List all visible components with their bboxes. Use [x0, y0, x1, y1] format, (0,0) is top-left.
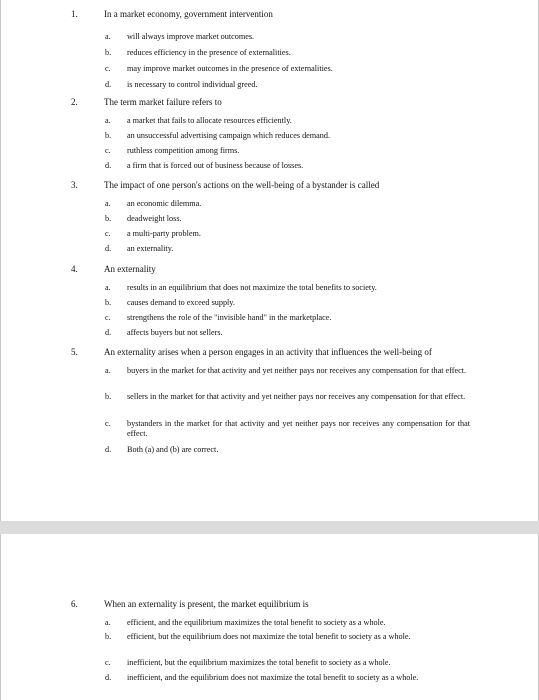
option-text: reduces efficiency in the presence of externalities. — [127, 48, 291, 57]
option-letter: b. — [105, 632, 112, 641]
option-text: efficient, but the equilibrium does not maximize the total benefit to society as a whole. — [127, 632, 411, 641]
question-number: 1. — [71, 9, 78, 19]
option-text: is necessary to control individual greed. — [127, 80, 258, 89]
option-text: buyers in the market for that activity and yet neither pays nor receives any compensation for that effect. — [127, 366, 467, 375]
option-text: inefficient, and the equilibrium does not maximize the total benefit to society as a whole. — [127, 673, 419, 682]
option-letter: d. — [105, 445, 112, 454]
question-stem: When an externality is present, the market equilibrium is — [104, 599, 309, 609]
question-stem: The impact of one person's actions on the well-being of a bystander is called — [104, 180, 380, 190]
option-text: will always improve market outcomes. — [127, 32, 255, 41]
option-letter: a. — [105, 32, 111, 41]
option-text: an economic dilemma. — [127, 199, 202, 208]
option-letter: a. — [105, 618, 111, 627]
question-stem: In a market economy, government intervention — [104, 9, 273, 19]
option-text: causes demand to exceed supply. — [127, 298, 235, 307]
option-letter: a. — [105, 366, 111, 375]
option-text: a multi-party problem. — [127, 229, 201, 238]
option-letter: c. — [105, 229, 111, 238]
option-text: strengthens the role of the "invisible hand" in the marketplace. — [127, 313, 332, 322]
option-letter: b. — [105, 131, 112, 140]
option-text: ruthless competition among firms. — [127, 146, 240, 155]
option-text: an unsuccessful advertising campaign which reduces demand. — [127, 131, 331, 140]
option-letter: b. — [105, 214, 112, 223]
option-letter: d. — [105, 80, 112, 89]
question-number: 6. — [71, 599, 78, 609]
option-letter: c. — [105, 146, 111, 155]
question-stem: The term market failure refers to — [104, 97, 222, 107]
option-letter: c. — [105, 313, 111, 322]
option-text: inefficient, but the equilibrium maximizes the total benefit to society as a whole. — [127, 658, 391, 667]
option-text: sellers in the market for that activity and yet neither pays nor receives any compensation for that effect. — [127, 392, 466, 401]
option-text: a market that fails to allocate resources efficiently. — [127, 116, 292, 125]
option-text: affects buyers but not sellers. — [127, 328, 223, 337]
option-letter: d. — [105, 244, 112, 253]
option-letter: c. — [105, 658, 111, 667]
option-letter: a. — [105, 116, 111, 125]
option-letter: d. — [105, 161, 112, 170]
question-number: 2. — [71, 97, 78, 107]
option-letter: d. — [105, 673, 112, 682]
option-text: results in an equilibrium that does not maximize the total benefits to society. — [127, 283, 377, 292]
option-letter: d. — [105, 328, 112, 337]
option-letter: b. — [105, 298, 112, 307]
document-page-2 — [0, 534, 539, 700]
option-text: may improve market outcomes in the presence of externalities. — [127, 64, 333, 73]
option-letter: c. — [105, 419, 111, 428]
option-letter: b. — [105, 48, 112, 57]
question-stem: An externality — [104, 264, 156, 274]
option-text: efficient, and the equilibrium maximizes the total benefit to society as a whole. — [127, 618, 386, 627]
option-letter: c. — [105, 64, 111, 73]
option-text: a firm that is forced out of business because of losses. — [127, 161, 304, 170]
option-text: Both (a) and (b) are correct. — [127, 445, 219, 454]
question-number: 3. — [71, 180, 78, 190]
option-text: bystanders in the market for that activity and yet neither pays nor receives any compensation for that effect. — [127, 419, 470, 438]
option-letter: a. — [105, 199, 111, 208]
option-text: an externality. — [127, 244, 174, 253]
question-stem: An externality arises when a person engages in an activity that influences the well-being of — [104, 347, 432, 357]
option-letter: b. — [105, 392, 112, 401]
question-number: 5. — [71, 347, 78, 357]
question-number: 4. — [71, 264, 78, 274]
option-text: deadweight loss. — [127, 214, 182, 223]
option-letter: a. — [105, 283, 111, 292]
